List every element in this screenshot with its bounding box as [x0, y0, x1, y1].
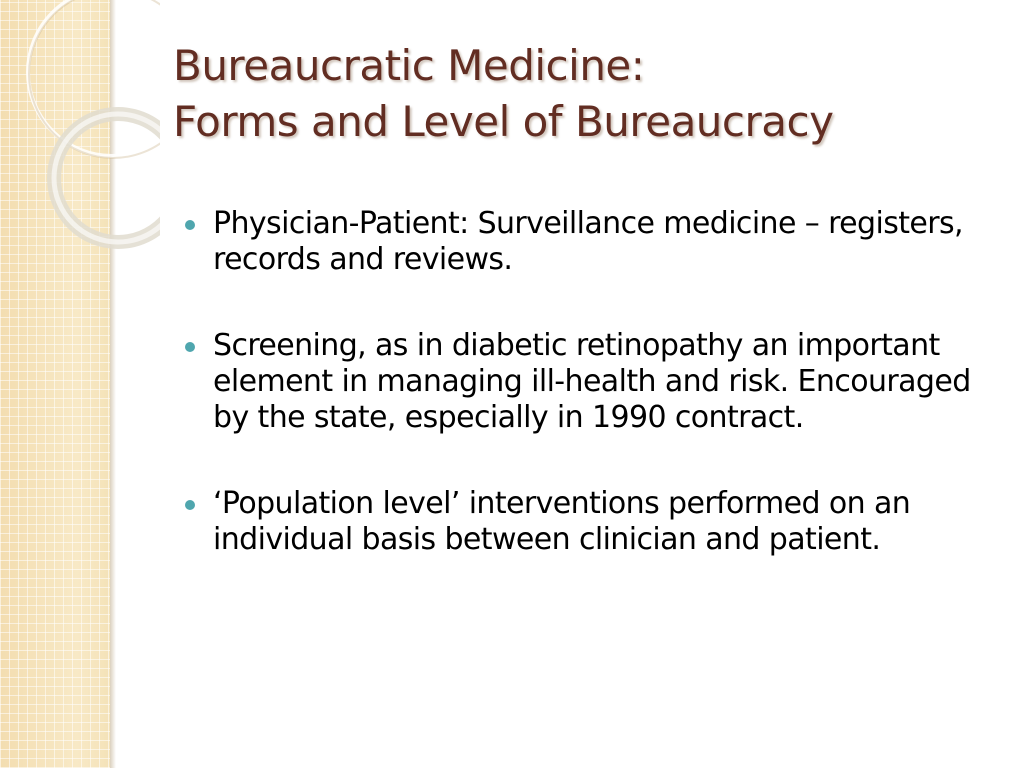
decorative-rings [0, 0, 160, 260]
title-line-2: Forms and Level of Bureaucracy [173, 97, 834, 146]
ring-upper [28, 0, 160, 156]
bullet-text-3: ‘Population level’ interventions performed on an individual basis between clinician and patient. [213, 486, 911, 557]
bullet-item-3 [185, 486, 995, 558]
title-line-1: Bureaucratic Medicine: [173, 41, 645, 90]
ring-upper-shadow [29, 0, 160, 158]
bullet-dot-icon [185, 342, 195, 352]
bullet-item-2 [185, 328, 995, 436]
bullet-item-1 [185, 206, 995, 278]
bullet-dot-icon [185, 220, 195, 230]
ring-lower-highlight [54, 114, 160, 242]
bullet-text-1: Physician-Patient: Surveillance medicine – registers, records and reviews. [213, 206, 963, 277]
bullet-text-2: Screening, as in diabetic retinopathy an important element in managing ill-health and risk. Encouraged by the state, especially in 1990 contract. [213, 328, 971, 435]
bullet-list [185, 206, 995, 558]
slide-title [173, 38, 993, 150]
bullet-dot-icon [185, 500, 195, 510]
